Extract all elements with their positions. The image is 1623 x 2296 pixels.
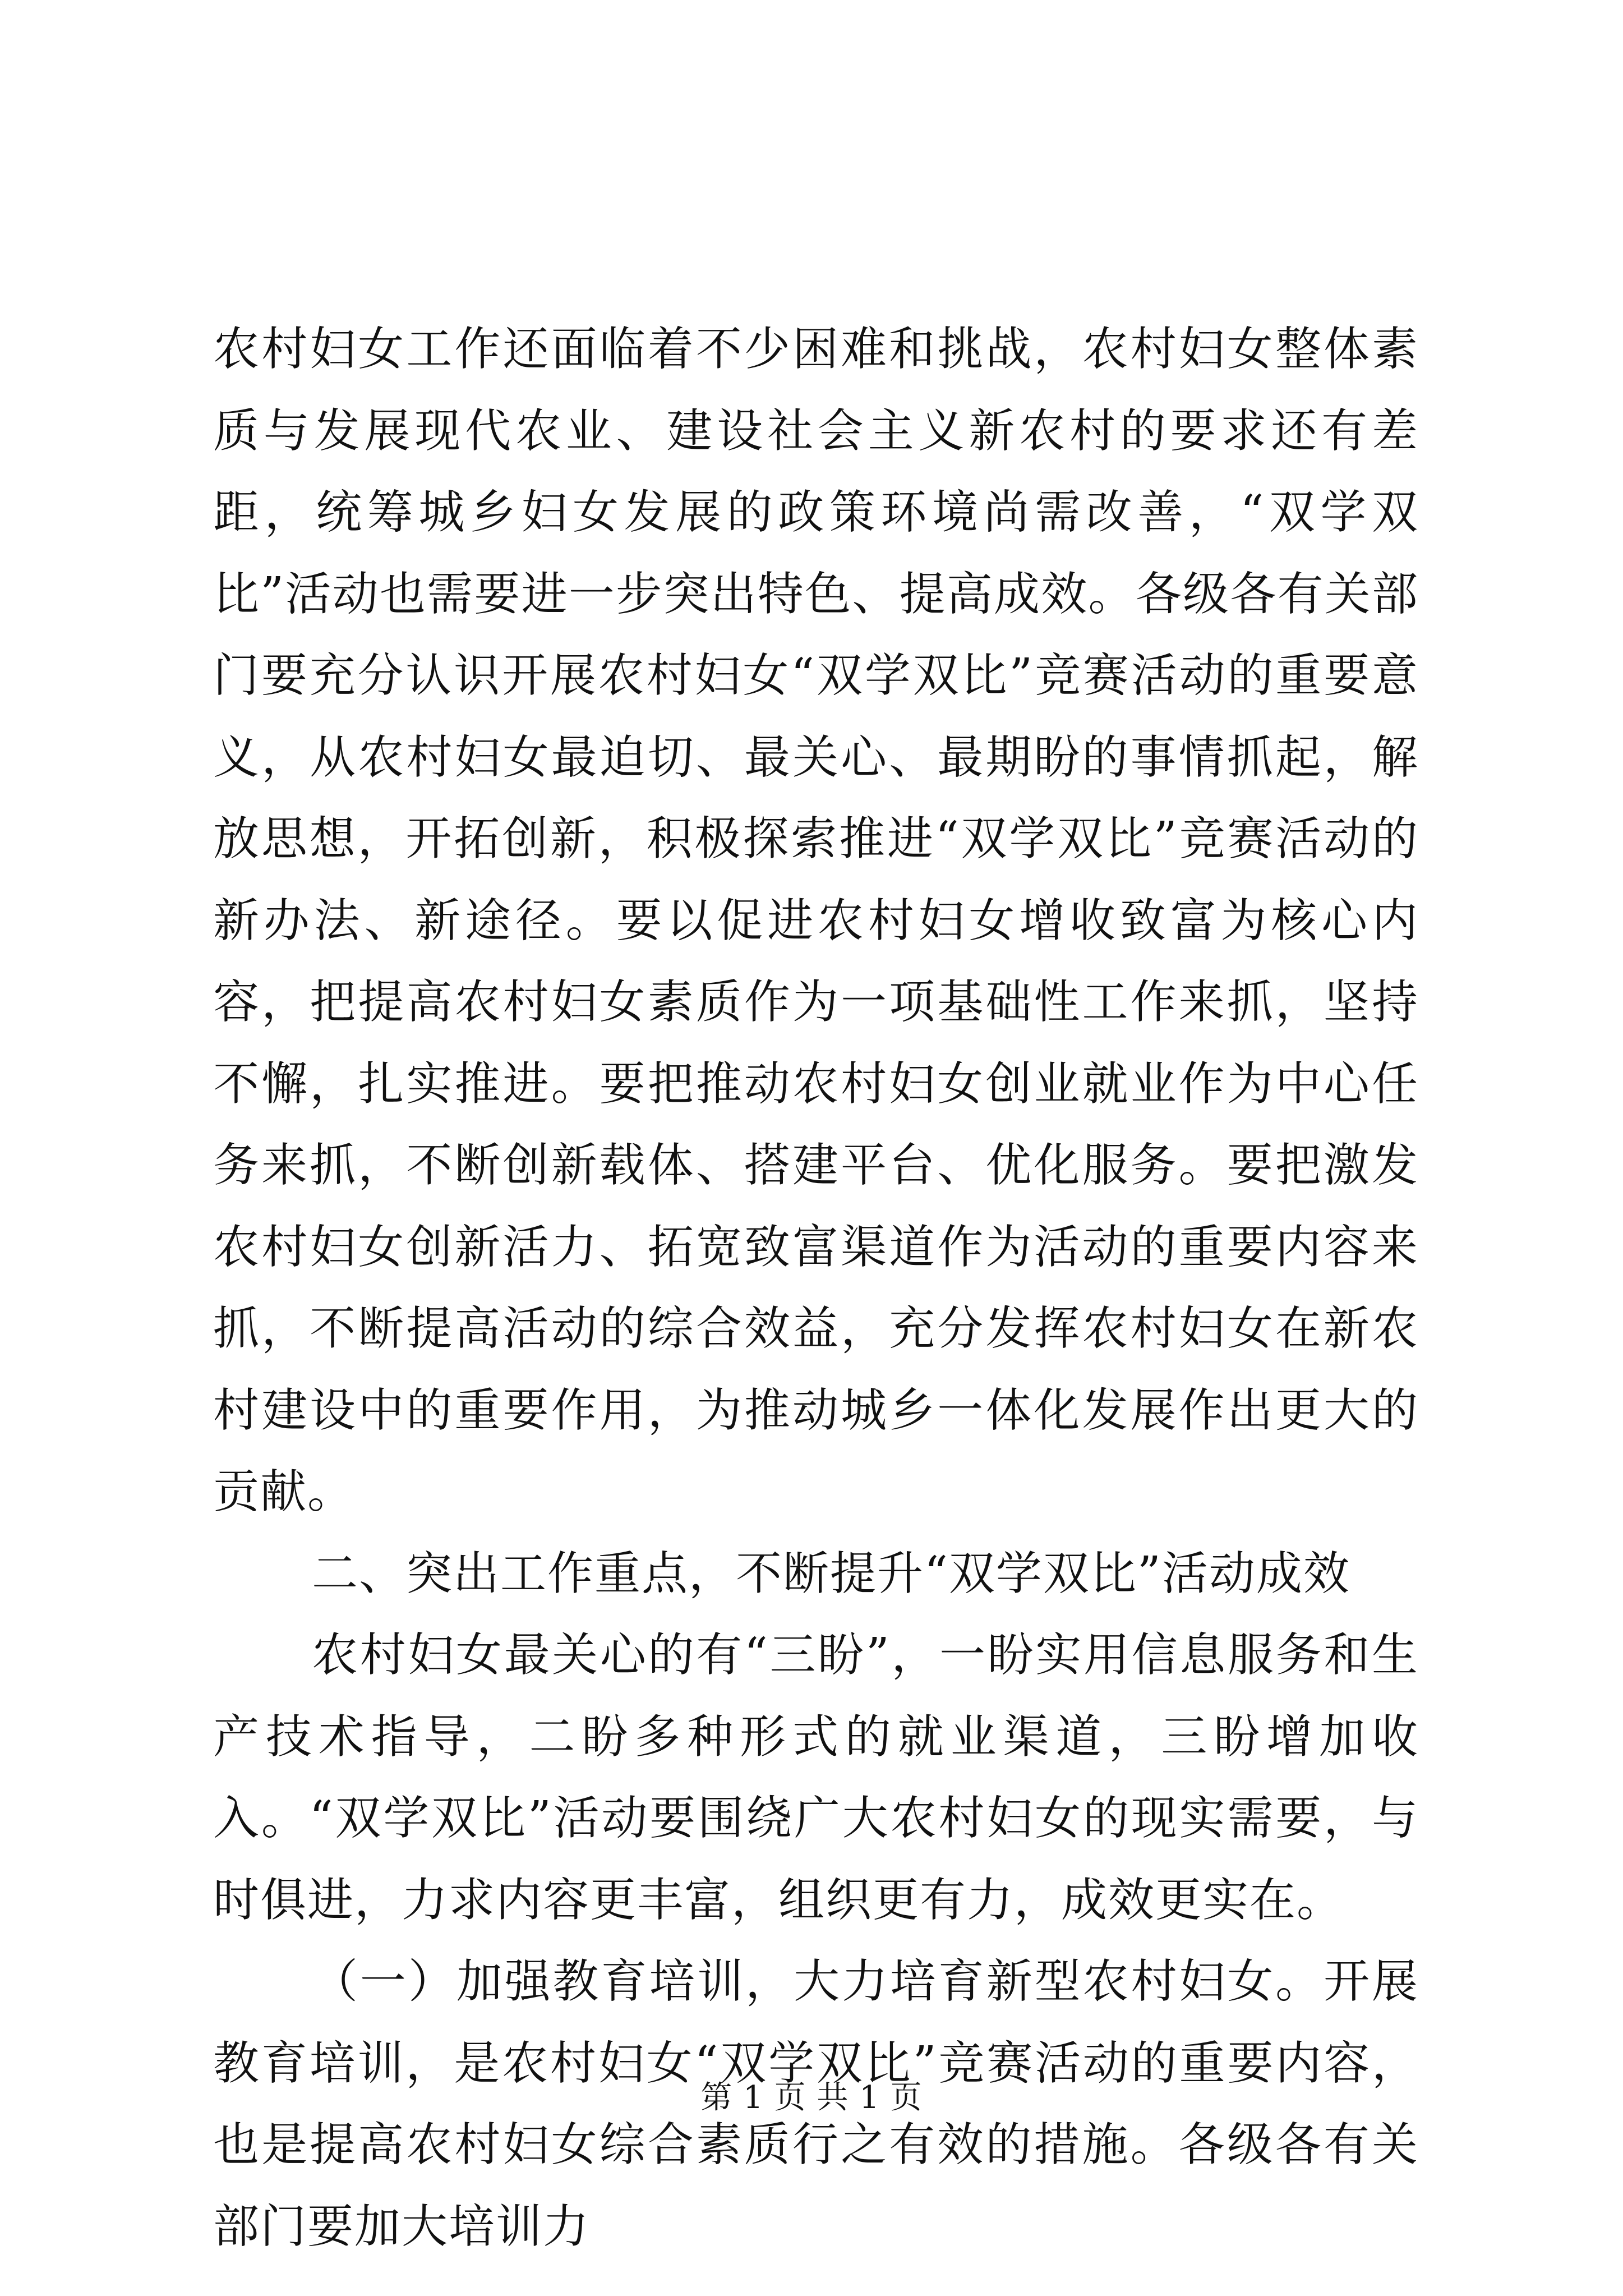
paragraph-continuation: 农村妇女工作还面临着不少困难和挑战，农村妇女整体素质与发展现代农业、建设社会主义新农村的要求还有差距，统筹城乡妇女发展的政策环境尚需改善，“双学双比”活动也需要进一步突出特色、提高成效。各级各有关部门要充分认识开展农村妇女“双学双比”竞赛活动的重要意义，从农村妇女最迫切、最关心、最期盼的事情抓起，解放思想，开拓创新，积极探索推进“双学双比”竞赛活动的新办法、新途径。要以促进农村妇女增收致富为核心内容，把提高农村妇女素质作为一项基础性工作来抓，坚持不懈，扎实推进。要把推动农村妇女创业就业作为中心任务来抓，不断创新载体、搭建平台、优化服务。要把激发农村妇女创新活力、拓宽致富渠道作为活动的重要内容来抓，不断提高活动的综合效益，充分发挥农村妇女在新农村建设中的重要作用，为推动城乡一体化发展作出更大的贡献。	[213, 323, 1419, 1519]
paragraph-education-training: （一）加强教育培训，大力培育新型农村妇女。开展教育培训，是农村妇女“双学双比”竞赛活动的重要内容，也是提高农村妇女综合素质行之有效的措施。各级各有关部门要加大培训力	[213, 1955, 1419, 2253]
document-body	[213, 309, 1419, 2267]
page-number-footer: 第 1 页 共 1 页	[700, 2079, 923, 2116]
section-heading: 二、突出工作重点，不断提升“双学双比”活动成效	[312, 1547, 1350, 1600]
paragraph-three-hopes: 农村妇女最关心的有“三盼”，一盼实用信息服务和生产技术指导，二盼多种形式的就业渠道，三盼增加收入。“双学双比”活动要围绕广大农村妇女的现实需要，与时俱进，力求内容更丰富，组织更有力，成效更实在。	[213, 1628, 1419, 1927]
